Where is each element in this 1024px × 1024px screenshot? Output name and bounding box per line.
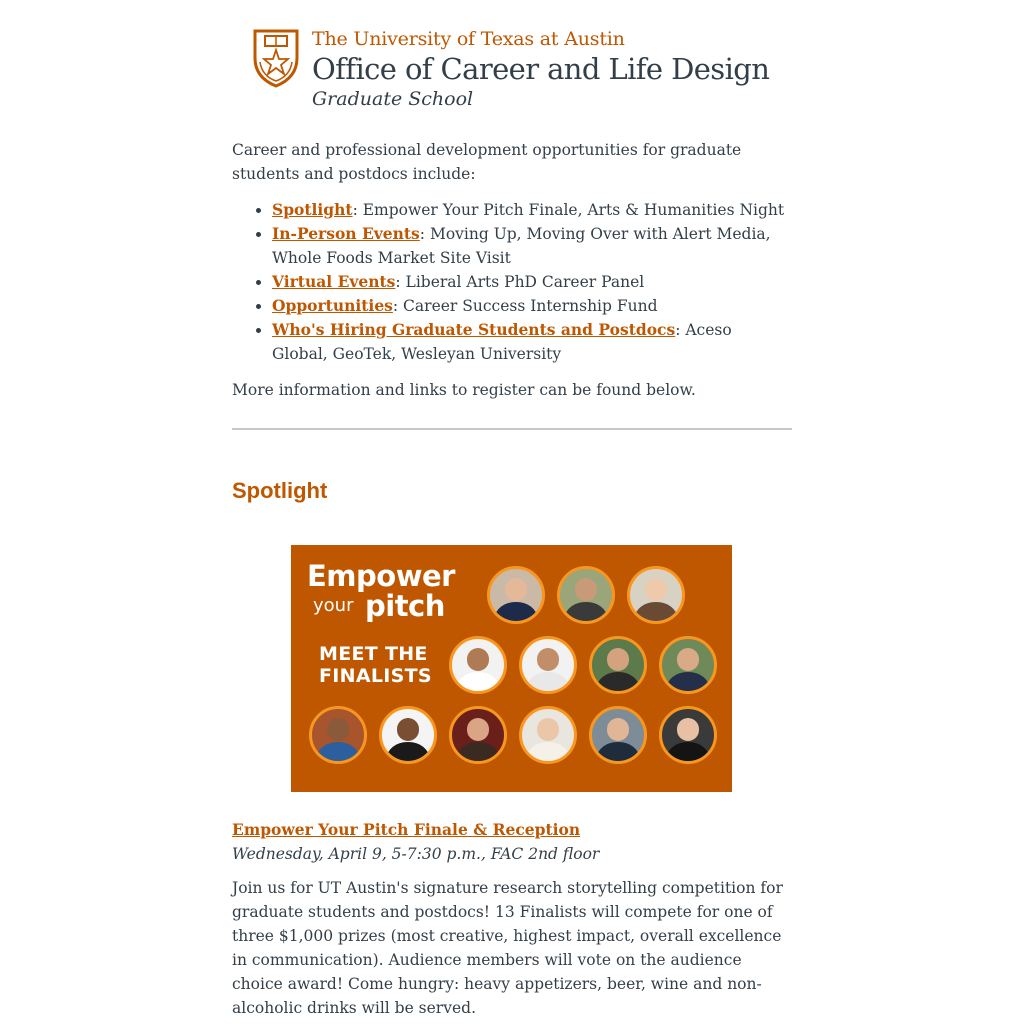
banner-meet-finalists (319, 643, 432, 687)
list-item (272, 222, 792, 270)
finalist-photo (659, 706, 717, 764)
event-card (232, 818, 792, 1020)
link-virtual-events[interactable]: Virtual Events (272, 272, 396, 291)
list-item (272, 318, 792, 366)
finalist-photo (449, 706, 507, 764)
list-item-text: : Moving Up, Moving Over with Alert Media, Whole Foods Market Site Visit (272, 225, 771, 267)
finalist-photo (487, 566, 545, 624)
banner-meet-line1: MEET THE (319, 643, 428, 665)
section-divider (232, 428, 792, 430)
link-in-person-events[interactable]: In-Person Events (272, 224, 420, 243)
list-item (272, 270, 792, 294)
event-title-link[interactable]: Empower Your Pitch Finale & Reception (232, 820, 581, 839)
finalist-photo (519, 636, 577, 694)
finalist-photo (309, 706, 367, 764)
banner-pitch-text: pitch (365, 589, 445, 623)
finalist-photo (519, 706, 577, 764)
list-item (272, 198, 792, 222)
event-date: Wednesday, April 9, 5-7:30 p.m., FAC 2nd floor (232, 845, 600, 863)
link-spotlight[interactable]: Spotlight (272, 200, 353, 219)
intro-section (232, 138, 792, 402)
list-item-text: : Aceso Global, GeoTek, Wesleyan University (272, 321, 732, 363)
school-name: Graduate School (312, 88, 474, 110)
link-whos-hiring[interactable]: Who's Hiring Graduate Students and Postdocs (272, 320, 676, 339)
list-item-text: : Liberal Arts PhD Career Panel (395, 273, 645, 291)
intro-lead: Career and professional development opportunities for graduate students and postdocs include: (232, 141, 742, 183)
list-item-text: : Empower Your Pitch Finale, Arts & Humanities Night (352, 201, 785, 219)
finalist-photo (449, 636, 507, 694)
finalist-photo (659, 636, 717, 694)
list-item-text: : Career Success Internship Fund (392, 297, 658, 315)
intro-closing: More information and links to register can be found below. (232, 381, 696, 399)
list-item (272, 294, 792, 318)
topics-list (232, 198, 792, 366)
finalist-photo (589, 636, 647, 694)
banner-your-text: your (313, 595, 354, 616)
office-name: Office of Career and Life Design (312, 52, 770, 86)
link-opportunities[interactable]: Opportunities (272, 296, 393, 315)
university-name: The University of Texas at Austin (312, 28, 625, 50)
finalist-photo (627, 566, 685, 624)
office-logo (252, 26, 772, 116)
empower-your-pitch-banner[interactable] (291, 545, 732, 792)
ut-seal-icon (252, 28, 300, 88)
finalist-photo (557, 566, 615, 624)
finalist-photo (589, 706, 647, 764)
event-description: Join us for UT Austin's signature research storytelling competition for graduate students and postdocs! 13 Finalists will compete for one of three $1,000 prizes (most creative, highest impact, overall excellence in communication). Audience members will vote on the audience choice award! Come hungry: heavy appetizers, beer, wine and non-alcoholic drinks will be served. (232, 879, 783, 1017)
finalist-photo (379, 706, 437, 764)
banner-meet-line2: FINALISTS (319, 665, 432, 687)
banner-empower-text: Empower (307, 559, 455, 593)
spotlight-heading: Spotlight (232, 478, 328, 503)
